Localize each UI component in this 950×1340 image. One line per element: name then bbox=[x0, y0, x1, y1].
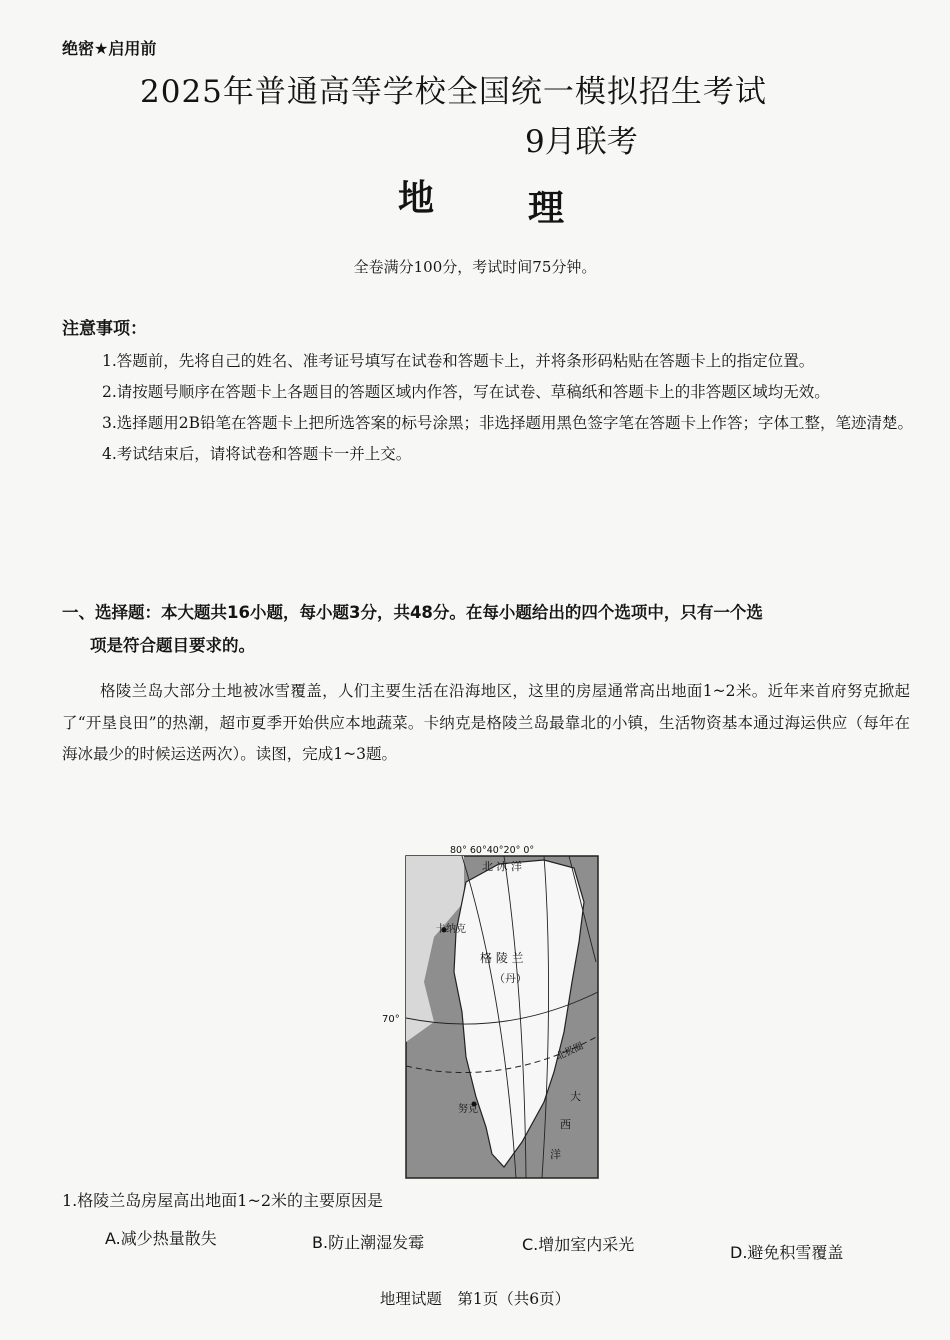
atlantic-label-3: 洋 bbox=[550, 1148, 561, 1161]
section-heading-line-1: 一、选择题：本大题共16小题，每小题3分，共48分。在每小题给出的四个选项中，只有一个选 bbox=[62, 603, 763, 622]
page-footer: 地理试题 第1页（共6页） bbox=[379, 1290, 571, 1308]
subject-char-2: 理 bbox=[528, 188, 566, 229]
exam-subtitle: 9月联考 bbox=[525, 124, 638, 160]
option-a: A.减少热量散失 bbox=[105, 1229, 217, 1248]
section-heading bbox=[62, 596, 942, 662]
option-b: B.防止潮湿发霉 bbox=[312, 1233, 425, 1252]
greenland-label: 格 陵 兰 bbox=[480, 951, 524, 965]
atlantic-label-1: 大 bbox=[570, 1090, 581, 1103]
subject-title bbox=[398, 170, 566, 229]
longitude-labels: 80° 60°40°20° 0° bbox=[450, 845, 535, 856]
nuuk-label: 努克 bbox=[458, 1104, 478, 1115]
question-1-stem: 1.格陵兰岛房屋高出地面1~2米的主要原因是 bbox=[62, 1191, 384, 1210]
option-d: D.避免积雪覆盖 bbox=[730, 1243, 844, 1262]
section-heading-line-2: 项是符合题目要求的。 bbox=[90, 636, 255, 655]
reading-passage: 格陵兰岛大部分土地被冰雪覆盖，人们主要生活在沿海地区，这里的房屋通常高出地面1~2米。近年来首府努克掀起了“开垦良田”的热潮，超市夏季开始供应本地蔬菜。卡纳克是格陵兰岛最靠北的小镇，生活物资基本通过海运供应（每年在海冰最少的时候运送两次）。读图，完成1~3题。 bbox=[62, 682, 910, 763]
notice-item: 1.答题前，先将自己的姓名、准考证号填写在试卷和答题卡上，并将条形码粘贴在答题卡上的指定位置。 bbox=[102, 352, 815, 370]
arctic-circle-label: 北极圈 bbox=[554, 1040, 586, 1063]
qaanaaq-label: 卡纳克 bbox=[436, 924, 466, 935]
notice-item: 4.考试结束后，请将试卷和答题卡一并上交。 bbox=[102, 445, 412, 463]
option-c: C.增加室内采光 bbox=[522, 1235, 635, 1254]
notice-item: 2.请按题号顺序在答题卡上各题目的答题区域内作答，写在试卷、草稿纸和答题卡上的非答题区域均无效。 bbox=[102, 383, 830, 401]
latitude-label: 70° bbox=[382, 1014, 400, 1025]
subject-char-1: 地 bbox=[398, 178, 436, 219]
confidential-label: 绝密★启用前 bbox=[62, 39, 157, 58]
score-info: 全卷满分100分，考试时间75分钟。 bbox=[353, 258, 597, 276]
arctic-ocean-label: 北 冰 洋 bbox=[482, 860, 522, 873]
denmark-label: （丹） bbox=[494, 972, 527, 985]
greenland-map bbox=[382, 842, 600, 1182]
notice-heading: 注意事项： bbox=[62, 319, 147, 339]
notice-list bbox=[102, 346, 922, 470]
exam-title: 2025年普通高等学校全国统一模拟招生考试 bbox=[140, 74, 767, 110]
notice-item: 3.选择题用2B铅笔在答题卡上把所选答案的标号涂黑；非选择题用黑色签字笔在答题卡上作答；字体工整，笔迹清楚。 bbox=[102, 414, 914, 432]
atlantic-label-2: 西 bbox=[560, 1118, 571, 1131]
